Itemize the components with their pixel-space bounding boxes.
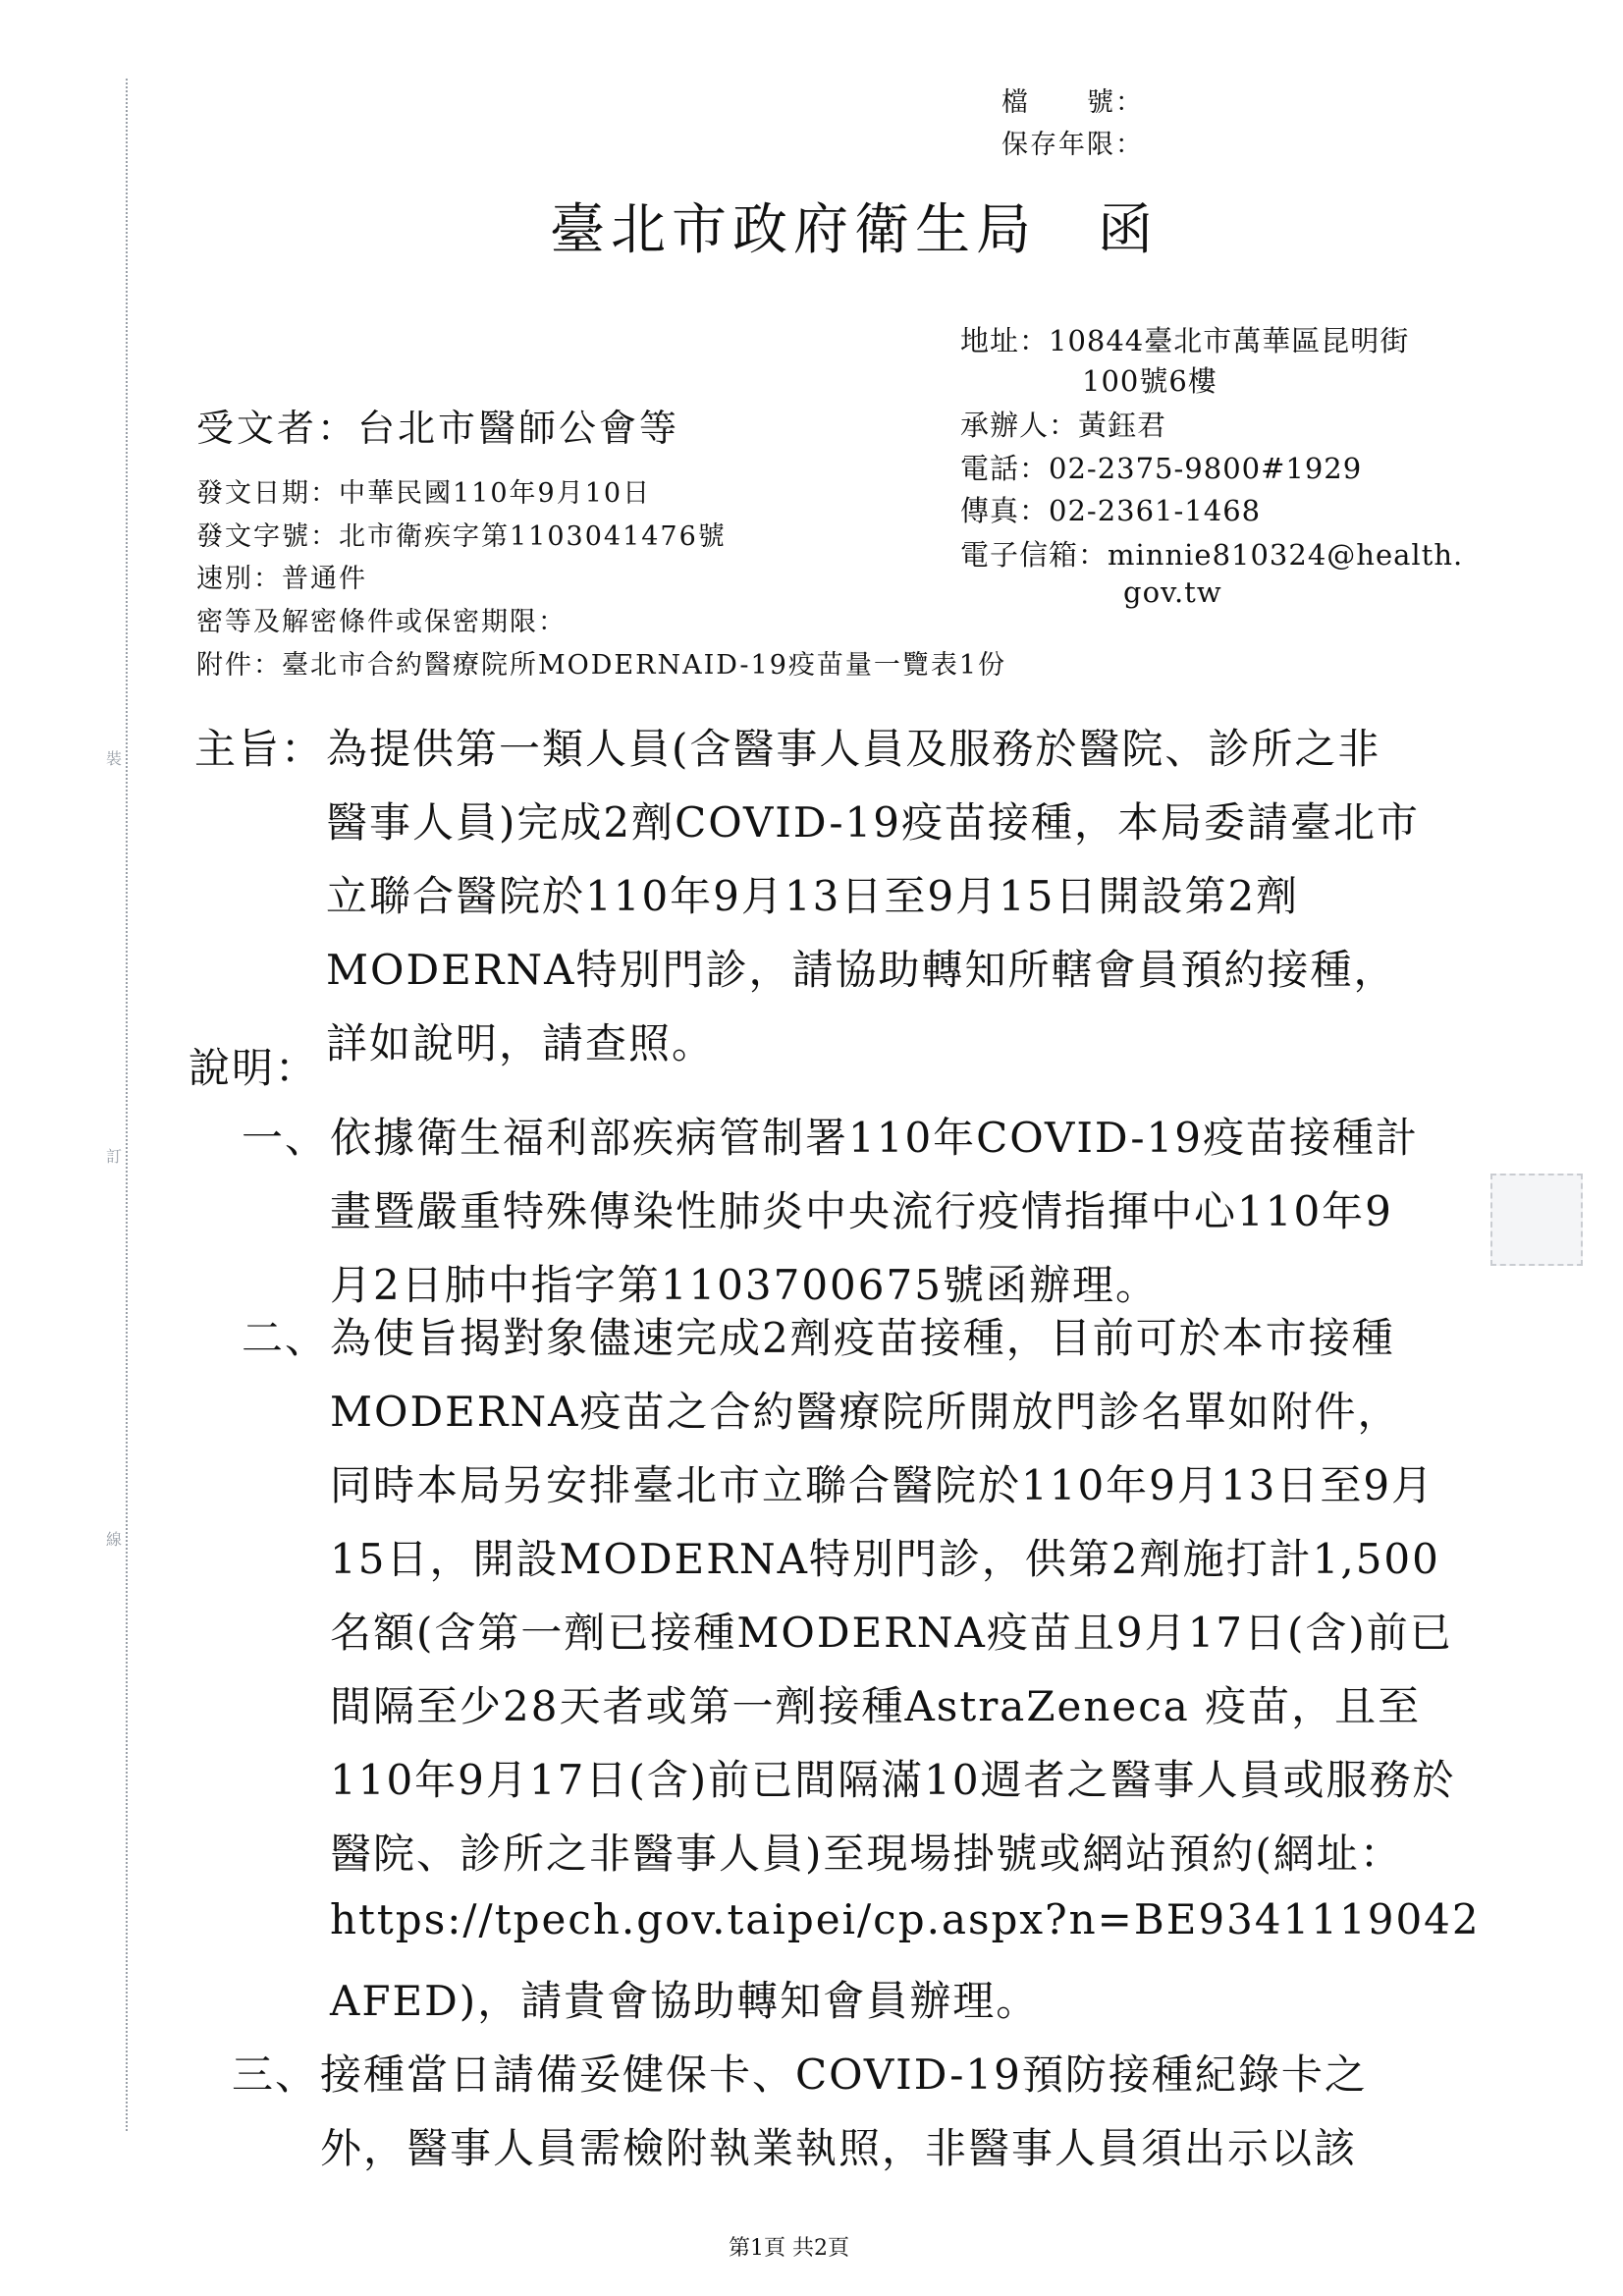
explanation-line: 15日，開設MODERNA特別門診，供第2劑施打計1,500 [330,1535,1440,1583]
explanation-line: 接種當日請備妥健保卡、COVID-19預防接種紀錄卡之 [320,2050,1368,2099]
speed-class: 速別：普通件 [196,564,367,594]
file-number-label: 檔 號： [1001,87,1144,118]
subject-line: 立聯合醫院於110年9月13日至9月15日開設第2劑 [326,872,1300,920]
sender-fax: 傳真：02-2361-1468 [960,494,1262,527]
sender-email-line2: gov.tw [1123,575,1222,609]
sender-phone: 電話：02-2375-9800#1929 [960,452,1363,485]
explanation-item-number: 二、 [242,1314,329,1362]
page-number: 第1頁 共2頁 [729,2236,849,2261]
explanation-line: 醫院、診所之非醫事人員)至現場掛號或網站預約(網址： [330,1830,1403,1878]
explanation-line: 依據衛生福利部疾病管制署110年COVID-19疫苗接種計 [330,1114,1420,1162]
explanation-label: 說明： [189,1044,319,1092]
explanation-url-line: https://tpech.gov.taipei/cp.aspx?n=BE9341119042 [330,1895,1481,1943]
binding-mark-xian: 線 [106,1530,123,1549]
document-number: 發文字號：北市衛疾字第1103041476號 [196,521,727,552]
binding-mark-zhuang: 裝 [106,749,123,768]
page-title: 臺北市政府衛生局 函 [550,198,1159,262]
sender-address-line1: 地址：10844臺北市萬華區昆明街 [960,324,1410,357]
explanation-item-number: 三、 [232,2050,319,2099]
explanation-line: AFED)，請貴會協助轉知會員辦理。 [330,1977,1040,2025]
binding-line [126,79,128,2131]
subject-line: 為提供第一類人員(含醫事人員及服務於醫院、診所之非 [326,725,1381,773]
explanation-line: 畫暨嚴重特殊傳染性肺炎中央流行疫情指揮中心110年9 [330,1187,1393,1235]
secrecy-level: 密等及解密條件或保密期限： [196,607,567,637]
subject-label: 主旨： [194,725,325,773]
subject-line: 醫事人員)完成2劑COVID-19疫苗接種，本局委請臺北市 [326,798,1420,847]
attachment: 附件：臺北市合約醫療院所MODERNAID-19疫苗量一覽表1份 [196,650,1007,681]
explanation-line: 名額(含第一劑已接種MODERNA疫苗且9月17日(含)前已 [330,1609,1453,1657]
explanation-line: 外，醫事人員需檢附執業執照，非醫事人員須出示以該 [320,2124,1358,2172]
explanation-line: 月2日肺中指字第1103700675號函辦理。 [330,1261,1159,1309]
explanation-line: 間隔至少28天者或第一劑接種AstraZeneca 疫苗，且至 [330,1682,1422,1730]
retention-period-label: 保存年限： [1001,130,1144,160]
subject-line: MODERNA特別門診，請協助轉知所轄會員預約接種， [326,946,1397,994]
sender-address-line2: 100號6樓 [1082,364,1217,398]
subject-line: 詳如說明，請查照。 [326,1019,716,1067]
explanation-line: 為使旨揭對象儘速完成2劑疫苗接種，目前可於本市接種 [330,1314,1395,1362]
issue-date: 發文日期：中華民國110年9月10日 [196,478,652,509]
explanation-line: 同時本局另安排臺北市立聯合醫院於110年9月13日至9月 [330,1461,1435,1509]
explanation-line: MODERNA疫苗之合約醫療院所開放門診名單如附件， [330,1388,1401,1436]
explanation-line: 110年9月17日(含)前已間隔滿10週者之醫事人員或服務於 [330,1756,1456,1804]
binding-mark-ding: 訂 [106,1147,123,1166]
explanation-item-number: 一、 [242,1114,329,1162]
sender-handler: 承辦人：黃鈺君 [960,409,1167,442]
received-stamp [1490,1174,1583,1266]
recipient: 受文者：台北市醫師公會等 [196,407,680,450]
sender-email-line1: 電子信箱：minnie810324@health. [960,538,1464,572]
